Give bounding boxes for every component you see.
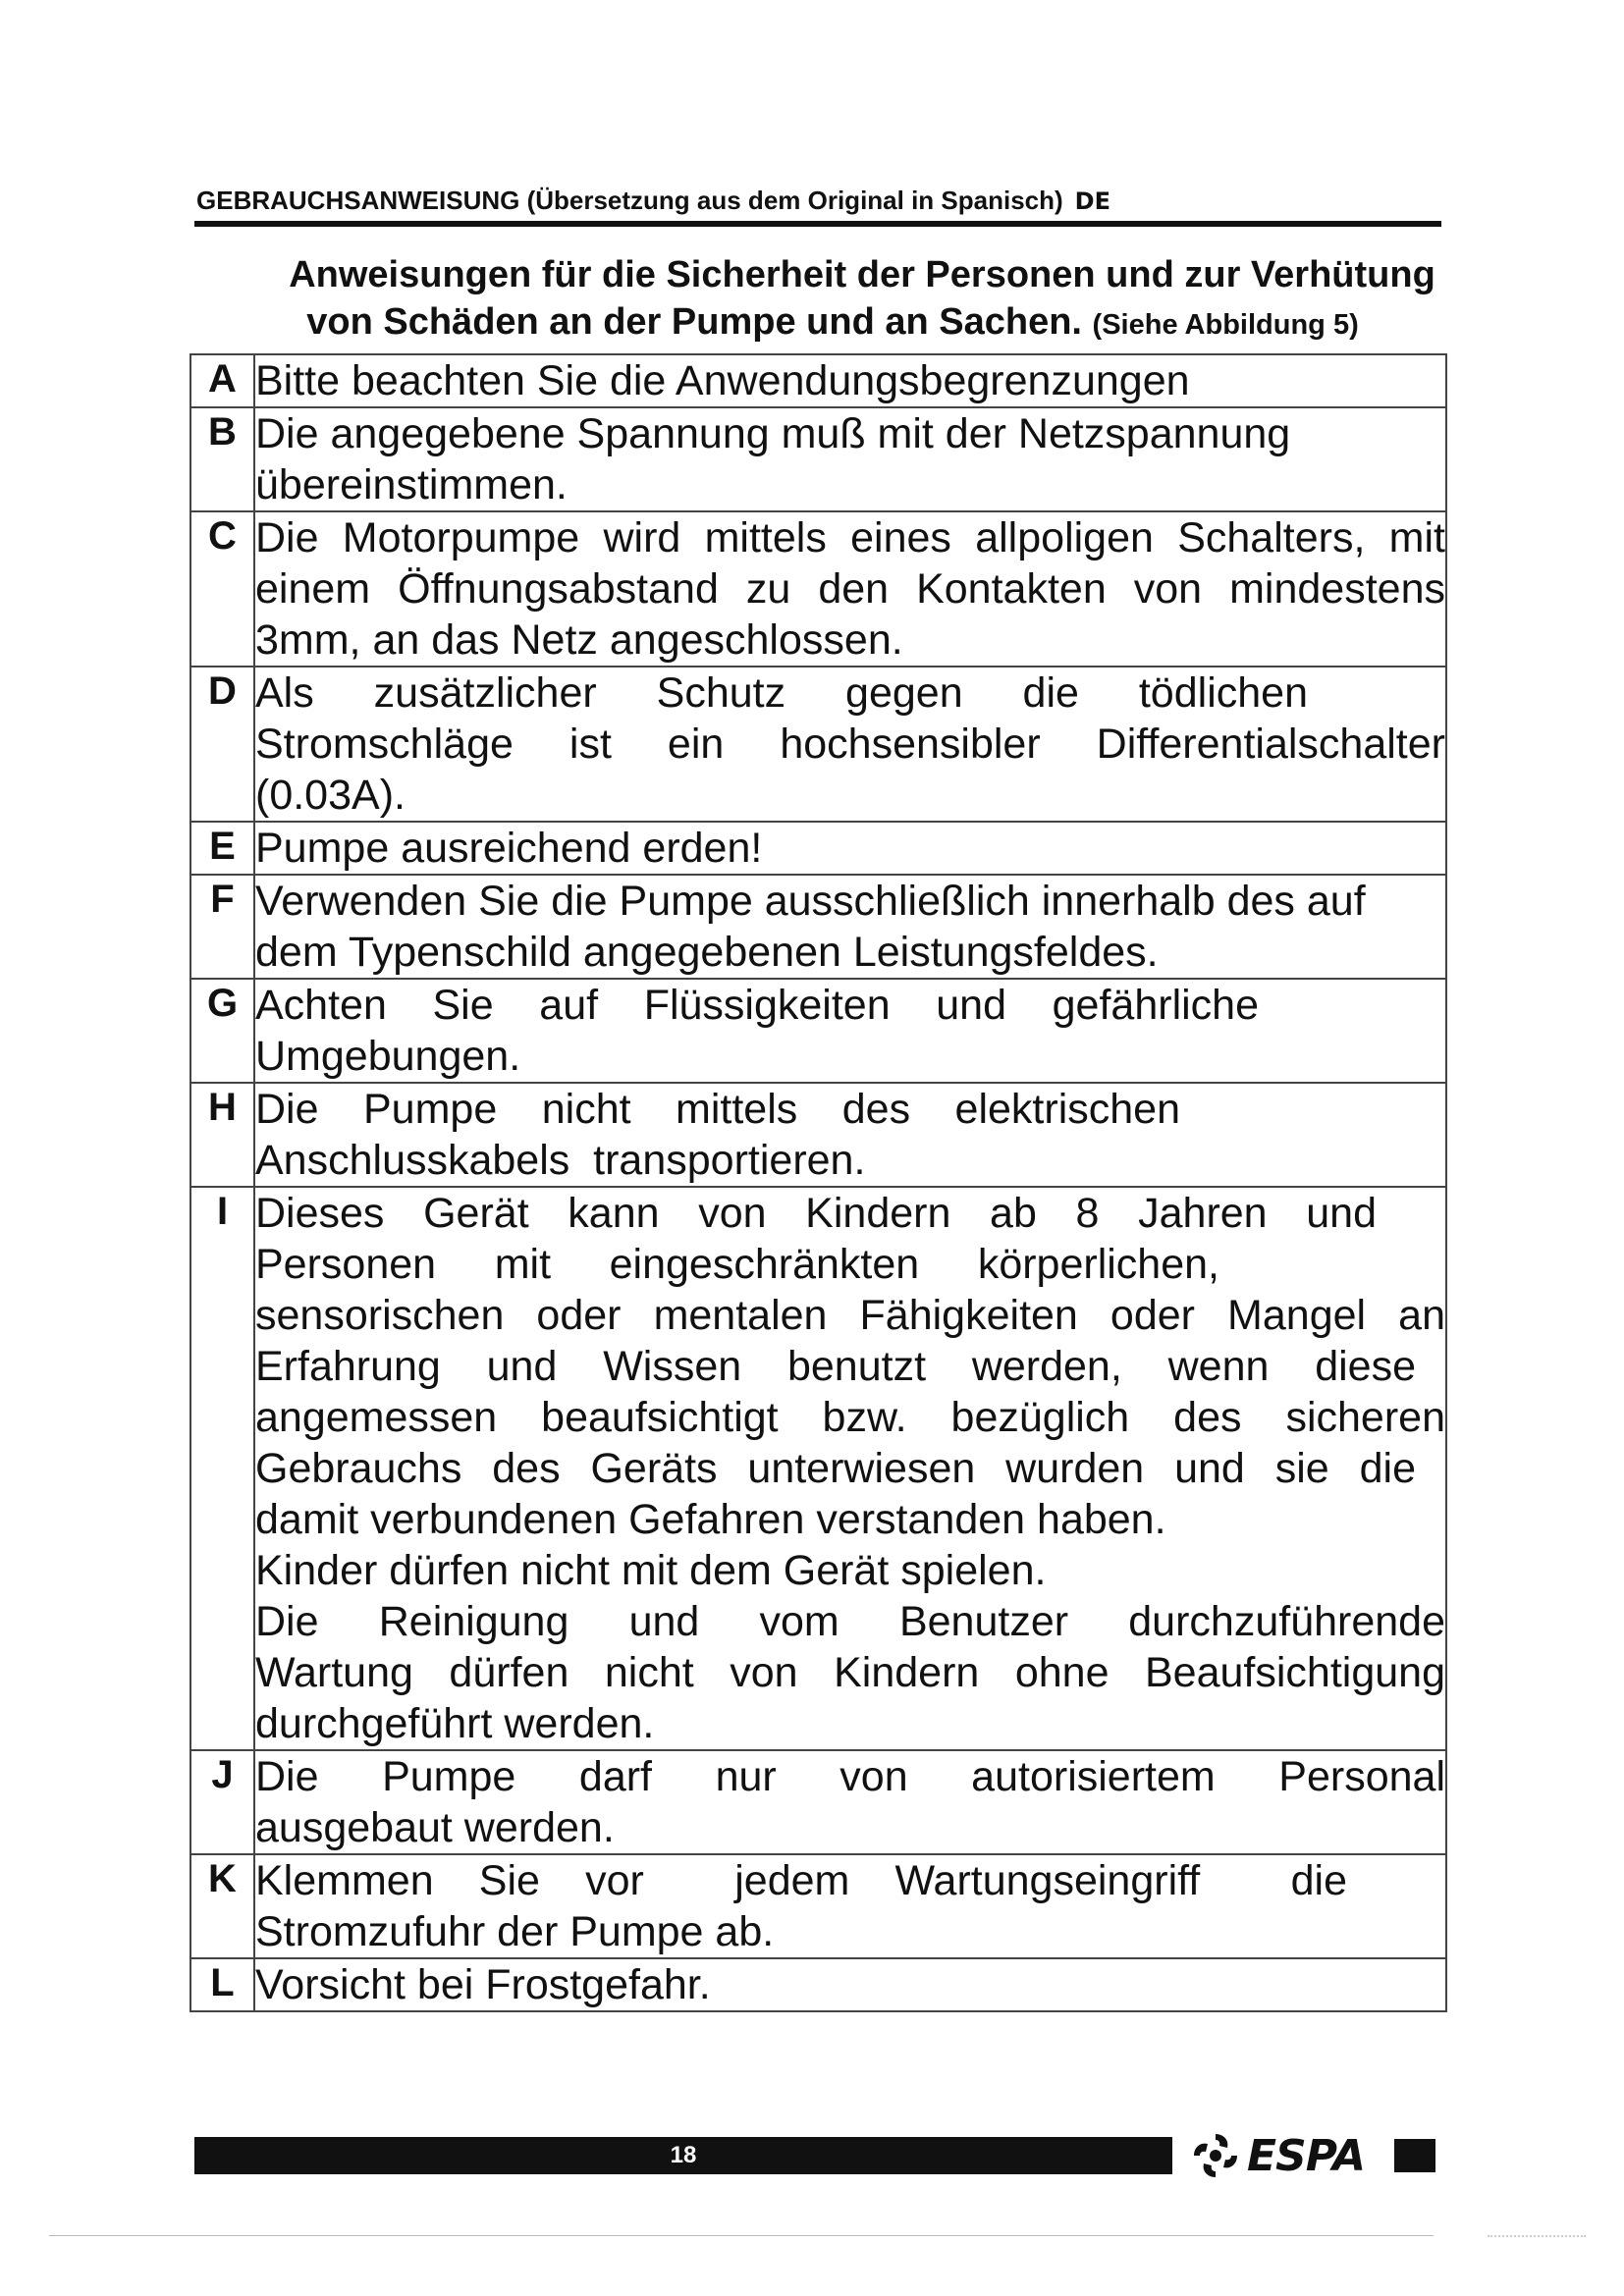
row-letter: L [190,1958,254,2011]
table-row [190,1854,1446,1958]
page-header [194,184,1441,227]
row-text: Bitte beachten Sie die Anwendungsbegrenzungen [254,354,1446,407]
row-letter: F [190,875,254,979]
bottom-divider-dotted [1488,2235,1586,2238]
footer-bar [194,2137,1172,2174]
section-title-line2: von Schäden an der Pumpe und an Sachen. [306,301,1082,343]
row-text: Klemmen Sie vor jedem Wartungseingriff die Stromzufuhr der Pumpe ab. [254,1854,1446,1958]
row-letter: J [190,1750,254,1854]
row-text: Pumpe ausreichend erden! [254,822,1446,875]
espa-logo [1190,2128,1365,2183]
section-title [194,251,1530,348]
header-title-text: GEBRAUCHSANWEISUNG (Übersetzung aus dem Original in Spanisch) [196,186,1063,215]
table-row [190,1750,1446,1854]
figure-reference: (Siehe Abbildung 5) [1092,309,1359,341]
row-text: Die Motorpumpe wird mittels eines allpoligen Schalters, mit einem Öffnungsabstand zu den Kontakten von mindestens 3mm, an das Netz angeschlossen. [254,511,1446,667]
row-letter: C [190,511,254,667]
page-number: 18 [670,2142,697,2168]
row-letter: B [190,407,254,511]
language-code: DE [1074,187,1110,215]
row-letter: H [190,1083,254,1187]
bottom-divider [49,2235,1434,2236]
row-letter: D [190,667,254,822]
table-row [190,1958,1446,2011]
row-text: Verwenden Sie die Pumpe ausschließlich innerhalb des auf dem Typenschild angegebenen Leistungsfeldes. [254,875,1446,979]
row-text: Die Pumpe darf nur von autorisiertem Personal ausgebaut werden. [254,1750,1446,1854]
espa-swirl-icon [1190,2130,1241,2181]
table-row [190,875,1446,979]
table-row [190,511,1446,667]
section-title-line1: Anweisungen für die Sicherheit der Personen und zur Verhütung [289,254,1435,295]
table-row [190,979,1446,1083]
row-text: Vorsicht bei Frostgefahr. [254,1958,1446,2011]
row-text: Als zusätzlicher Schutz gegen die tödlichen Stromschläge ist ein hochsensibler Differentialschalter (0.03A). [254,667,1446,822]
row-letter: A [190,354,254,407]
header-title [196,186,1110,216]
row-text: Dieses Gerät kann von Kindern ab 8 Jahren und Personen mit eingeschränkten körperlichen, sensorischen oder mentalen Fähigkeiten oder Mangel an Erfahrung und Wissen benutzt werden, wenn diese angemessen beaufsichtigt bzw. bezüglich des sicheren Gebrauchs des Geräts unterwiesen wurden und sie die damit verbundenen Gefahren verstanden haben. Kinder dürfen nicht mit dem Gerät spielen. Die Reinigung und vom Benutzer durchzuführende Wartung dürfen nicht von Kindern ohne Beaufsichtigung durchgeführt werden. [254,1187,1446,1750]
safety-instructions-table [189,353,1447,2012]
table-row [190,1187,1446,1750]
row-letter: I [190,1187,254,1750]
table-row [190,667,1446,822]
row-letter: E [190,822,254,875]
table-row [190,407,1446,511]
table-row [190,354,1446,407]
table-row [190,822,1446,875]
logo-text: ESPA [1247,2130,1366,2181]
row-letter: G [190,979,254,1083]
table-row [190,1083,1446,1187]
row-letter: K [190,1854,254,1958]
row-text: Achten Sie auf Flüssigkeiten und gefährliche Umgebungen. [254,979,1446,1083]
section-title-line2-wrap [194,298,1530,348]
row-text: Die angegebene Spannung muß mit der Netzspannung übereinstimmen. [254,407,1446,511]
row-text: Die Pumpe nicht mittels des elektrischen Anschlusskabels transportieren. [254,1083,1446,1187]
footer-block [1394,2139,1435,2172]
